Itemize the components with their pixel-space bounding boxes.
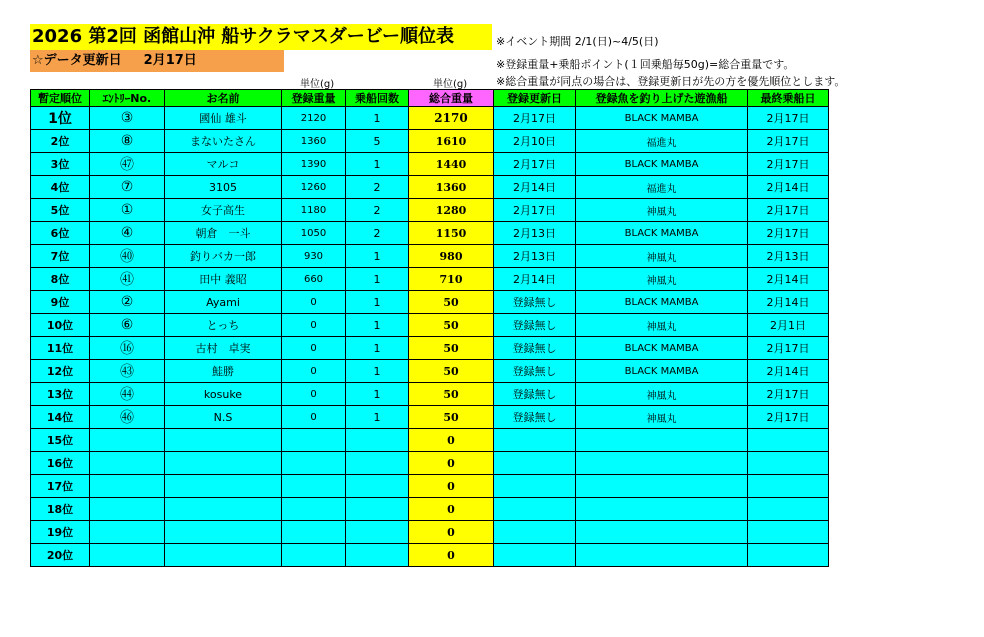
update-label: ☆データ更新日	[32, 53, 122, 68]
last-boarding-cell: 2月17日	[748, 406, 829, 429]
total-cell: 1360	[409, 176, 494, 199]
last-boarding-cell: 2月17日	[748, 153, 829, 176]
weight-cell: 0	[282, 406, 346, 429]
entry-cell: ⑦	[90, 176, 165, 199]
total-cell: 0	[409, 521, 494, 544]
count-cell	[346, 452, 409, 475]
count-cell	[346, 544, 409, 567]
table-row	[31, 176, 829, 199]
rank-cell: 6位	[31, 222, 90, 245]
boat-cell: BLACK MAMBA	[576, 360, 748, 383]
table-row	[31, 383, 829, 406]
last-boarding-cell: 2月17日	[748, 337, 829, 360]
boat-cell: BLACK MAMBA	[576, 153, 748, 176]
weight-cell	[282, 429, 346, 452]
event-period: ※イベント期間 2/1(日)~4/5(日)	[496, 35, 659, 48]
name-cell	[165, 521, 282, 544]
rank-cell: 10位	[31, 314, 90, 337]
table-row	[31, 498, 829, 521]
header-count: 乗船回数	[346, 90, 409, 107]
header-updated: 登録更新日	[494, 90, 576, 107]
table-row	[31, 199, 829, 222]
boat-cell	[576, 544, 748, 567]
ranking-title: 2026 第2回 函館山沖 船サクラマスダービー順位表	[30, 24, 492, 50]
name-cell	[165, 544, 282, 567]
table-row	[31, 360, 829, 383]
total-cell: 50	[409, 360, 494, 383]
rank-cell: 18位	[31, 498, 90, 521]
rank-cell: 15位	[31, 429, 90, 452]
unit-label-weight: 単位(g)	[300, 79, 335, 90]
count-cell: 1	[346, 153, 409, 176]
name-cell: 3105	[165, 176, 282, 199]
last-boarding-cell: 2月14日	[748, 291, 829, 314]
updated-cell	[494, 498, 576, 521]
name-cell	[165, 429, 282, 452]
entry-cell: ③	[90, 107, 165, 130]
total-cell: 50	[409, 291, 494, 314]
entry-cell: ④	[90, 222, 165, 245]
count-cell: 2	[346, 199, 409, 222]
boat-cell	[576, 452, 748, 475]
table-row	[31, 130, 829, 153]
weight-cell: 0	[282, 337, 346, 360]
updated-cell: 2月14日	[494, 268, 576, 291]
rank-cell: 17位	[31, 475, 90, 498]
name-cell: 釣りバカ一郎	[165, 245, 282, 268]
name-cell: kosuke	[165, 383, 282, 406]
table-row	[31, 429, 829, 452]
boat-cell: BLACK MAMBA	[576, 337, 748, 360]
total-cell: 1440	[409, 153, 494, 176]
table-row	[31, 406, 829, 429]
entry-cell	[90, 475, 165, 498]
count-cell: 1	[346, 314, 409, 337]
total-cell: 710	[409, 268, 494, 291]
total-cell: 50	[409, 383, 494, 406]
note-tie-rule: ※総合重量が同点の場合は、登録更新日が先の方を優先順位とします。	[496, 75, 846, 88]
rank-cell: 16位	[31, 452, 90, 475]
table-row	[31, 222, 829, 245]
rank-cell: 1位	[31, 107, 90, 130]
rank-cell: 9位	[31, 291, 90, 314]
update-date-banner	[30, 50, 284, 72]
header-weight: 登録重量	[282, 90, 346, 107]
header-name: お名前	[165, 90, 282, 107]
table-row	[31, 107, 829, 130]
weight-cell	[282, 498, 346, 521]
entry-cell: ㊹	[90, 383, 165, 406]
total-cell: 0	[409, 498, 494, 521]
weight-cell	[282, 521, 346, 544]
last-boarding-cell: 2月14日	[748, 176, 829, 199]
unit-label-total: 単位(g)	[433, 79, 468, 90]
total-cell: 0	[409, 429, 494, 452]
table-row	[31, 153, 829, 176]
weight-cell: 1260	[282, 176, 346, 199]
name-cell	[165, 452, 282, 475]
name-cell: N.S	[165, 406, 282, 429]
count-cell: 2	[346, 222, 409, 245]
total-cell: 50	[409, 314, 494, 337]
entry-cell: ㊸	[90, 360, 165, 383]
total-cell: 980	[409, 245, 494, 268]
last-boarding-cell: 2月14日	[748, 268, 829, 291]
weight-cell	[282, 452, 346, 475]
rank-cell: 12位	[31, 360, 90, 383]
total-cell: 50	[409, 337, 494, 360]
name-cell: とっち	[165, 314, 282, 337]
last-boarding-cell	[748, 475, 829, 498]
updated-cell: 登録無し	[494, 360, 576, 383]
boat-cell	[576, 475, 748, 498]
rank-cell: 4位	[31, 176, 90, 199]
name-cell: 古村 卓実	[165, 337, 282, 360]
rank-cell: 19位	[31, 521, 90, 544]
entry-cell	[90, 544, 165, 567]
boat-cell: BLACK MAMBA	[576, 291, 748, 314]
table-row	[31, 544, 829, 567]
boat-cell: 神風丸	[576, 406, 748, 429]
updated-cell: 2月13日	[494, 222, 576, 245]
entry-cell: ㊼	[90, 153, 165, 176]
boat-cell: 神風丸	[576, 199, 748, 222]
total-cell: 0	[409, 452, 494, 475]
weight-cell: 2120	[282, 107, 346, 130]
name-cell: 朝倉 一斗	[165, 222, 282, 245]
rank-cell: 7位	[31, 245, 90, 268]
updated-cell: 登録無し	[494, 383, 576, 406]
updated-cell: 2月17日	[494, 199, 576, 222]
updated-cell	[494, 544, 576, 567]
name-cell	[165, 475, 282, 498]
name-cell	[165, 498, 282, 521]
total-cell: 2170	[409, 107, 494, 130]
last-boarding-cell	[748, 544, 829, 567]
weight-cell: 660	[282, 268, 346, 291]
table-row	[31, 291, 829, 314]
weight-cell: 0	[282, 291, 346, 314]
updated-cell	[494, 521, 576, 544]
boat-cell: 福進丸	[576, 176, 748, 199]
entry-cell: ⑥	[90, 314, 165, 337]
count-cell: 1	[346, 360, 409, 383]
last-boarding-cell	[748, 429, 829, 452]
weight-cell: 930	[282, 245, 346, 268]
boat-cell: 神風丸	[576, 314, 748, 337]
entry-cell	[90, 521, 165, 544]
table-row	[31, 337, 829, 360]
count-cell: 1	[346, 337, 409, 360]
rank-cell: 3位	[31, 153, 90, 176]
last-boarding-cell: 2月17日	[748, 383, 829, 406]
weight-cell: 1390	[282, 153, 346, 176]
name-cell: 國仙 雄斗	[165, 107, 282, 130]
total-cell: 0	[409, 544, 494, 567]
updated-cell: 2月13日	[494, 245, 576, 268]
count-cell: 1	[346, 291, 409, 314]
boat-cell: 神風丸	[576, 245, 748, 268]
updated-cell	[494, 475, 576, 498]
count-cell: 1	[346, 268, 409, 291]
count-cell: 5	[346, 130, 409, 153]
table-row	[31, 475, 829, 498]
last-boarding-cell: 2月17日	[748, 130, 829, 153]
count-cell	[346, 498, 409, 521]
rank-cell: 14位	[31, 406, 90, 429]
weight-cell: 0	[282, 383, 346, 406]
rank-cell: 20位	[31, 544, 90, 567]
header-boat: 登録魚を釣り上げた遊漁船	[576, 90, 748, 107]
updated-cell: 登録無し	[494, 314, 576, 337]
entry-cell: ㊶	[90, 268, 165, 291]
count-cell	[346, 521, 409, 544]
last-boarding-cell: 2月17日	[748, 222, 829, 245]
entry-cell: ㊻	[90, 406, 165, 429]
weight-cell: 1180	[282, 199, 346, 222]
header-entry: ｴﾝﾄﾘｰNo.	[90, 90, 165, 107]
boat-cell: 神風丸	[576, 383, 748, 406]
last-boarding-cell	[748, 498, 829, 521]
boat-cell: 福進丸	[576, 130, 748, 153]
count-cell	[346, 475, 409, 498]
last-boarding-cell: 2月17日	[748, 107, 829, 130]
boat-cell	[576, 498, 748, 521]
count-cell: 1	[346, 107, 409, 130]
last-boarding-cell	[748, 521, 829, 544]
boat-cell: BLACK MAMBA	[576, 222, 748, 245]
weight-cell	[282, 475, 346, 498]
updated-cell	[494, 452, 576, 475]
table-row	[31, 314, 829, 337]
updated-cell: 登録無し	[494, 337, 576, 360]
entry-cell: ⑯	[90, 337, 165, 360]
updated-cell: 2月17日	[494, 153, 576, 176]
weight-cell: 0	[282, 314, 346, 337]
table-row	[31, 268, 829, 291]
note-total-weight: ※登録重量+乗船ポイント(１回乗船毎50g)=総合重量です。	[496, 58, 795, 71]
table-row	[31, 452, 829, 475]
entry-cell	[90, 429, 165, 452]
table-row	[31, 245, 829, 268]
entry-cell	[90, 452, 165, 475]
last-boarding-cell: 2月14日	[748, 360, 829, 383]
updated-cell	[494, 429, 576, 452]
header-row	[31, 90, 829, 107]
name-cell: 鮭勝	[165, 360, 282, 383]
last-boarding-cell: 2月17日	[748, 199, 829, 222]
total-cell: 0	[409, 475, 494, 498]
entry-cell: ㊵	[90, 245, 165, 268]
total-cell: 1610	[409, 130, 494, 153]
total-cell: 1150	[409, 222, 494, 245]
count-cell	[346, 429, 409, 452]
name-cell: まないたさん	[165, 130, 282, 153]
name-cell: マルコ	[165, 153, 282, 176]
total-cell: 50	[409, 406, 494, 429]
header-rank: 暫定順位	[31, 90, 90, 107]
header-total: 総合重量	[409, 90, 494, 107]
count-cell: 1	[346, 406, 409, 429]
weight-cell: 1360	[282, 130, 346, 153]
count-cell: 1	[346, 383, 409, 406]
boat-cell	[576, 429, 748, 452]
rank-cell: 5位	[31, 199, 90, 222]
updated-cell: 登録無し	[494, 406, 576, 429]
last-boarding-cell: 2月1日	[748, 314, 829, 337]
entry-cell: ⑧	[90, 130, 165, 153]
last-boarding-cell	[748, 452, 829, 475]
updated-cell: 2月14日	[494, 176, 576, 199]
count-cell: 1	[346, 245, 409, 268]
boat-cell: 神風丸	[576, 268, 748, 291]
boat-cell: BLACK MAMBA	[576, 107, 748, 130]
weight-cell	[282, 544, 346, 567]
weight-cell: 1050	[282, 222, 346, 245]
ranking-table	[30, 89, 829, 567]
name-cell: Ayami	[165, 291, 282, 314]
table-row	[31, 521, 829, 544]
entry-cell: ②	[90, 291, 165, 314]
rank-cell: 2位	[31, 130, 90, 153]
header-last: 最終乗船日	[748, 90, 829, 107]
updated-cell: 2月10日	[494, 130, 576, 153]
name-cell: 田中 義昭	[165, 268, 282, 291]
count-cell: 2	[346, 176, 409, 199]
weight-cell: 0	[282, 360, 346, 383]
rank-cell: 11位	[31, 337, 90, 360]
rank-cell: 13位	[31, 383, 90, 406]
update-date: 2月17日	[143, 53, 197, 68]
entry-cell: ①	[90, 199, 165, 222]
name-cell: 女子高生	[165, 199, 282, 222]
rank-cell: 8位	[31, 268, 90, 291]
updated-cell: 2月17日	[494, 107, 576, 130]
boat-cell	[576, 521, 748, 544]
entry-cell	[90, 498, 165, 521]
last-boarding-cell: 2月13日	[748, 245, 829, 268]
updated-cell: 登録無し	[494, 291, 576, 314]
total-cell: 1280	[409, 199, 494, 222]
